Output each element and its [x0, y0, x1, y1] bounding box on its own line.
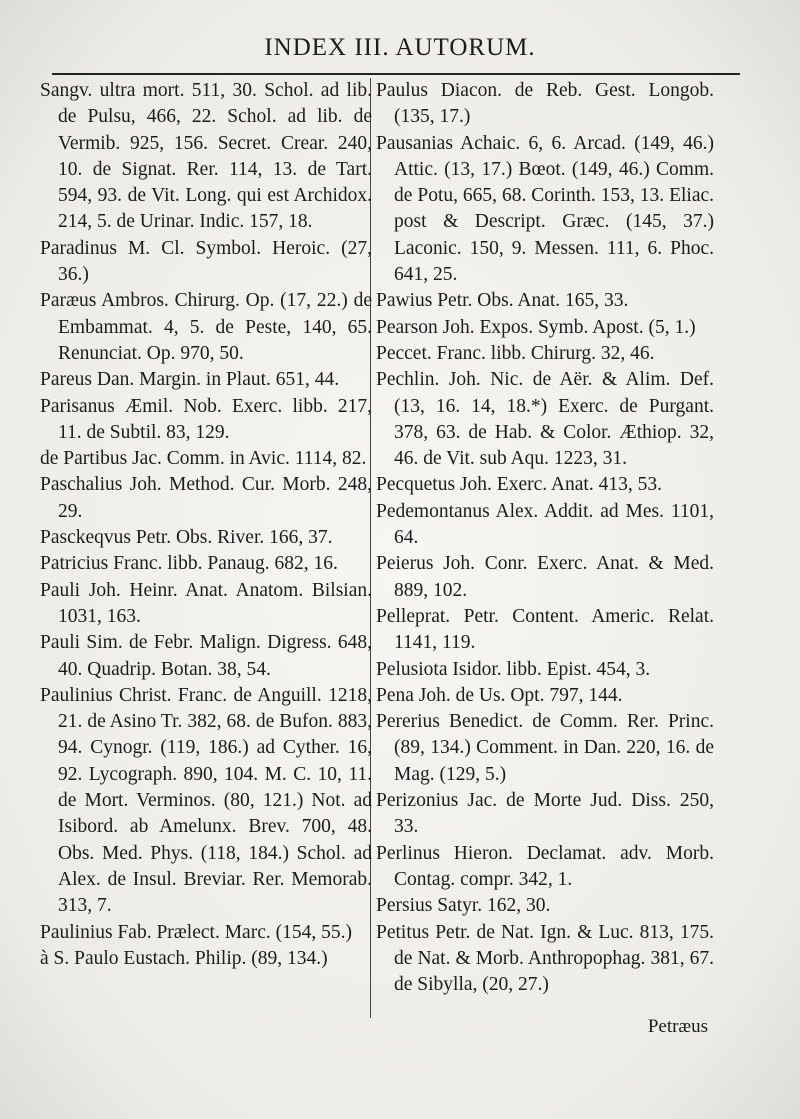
index-entry: Pawius Petr. Obs. Anat. 165, 33. [376, 290, 629, 312]
index-entry: Peierus Joh. Conr. Exerc. Anat. & Med. 889, 102. [376, 553, 714, 601]
index-entry: Peccet. Franc. libb. Chirurg. 32, 46. [376, 342, 655, 364]
index-entry: Petitus Petr. de Nat. Ign. & Luc. 813, 175. de Nat. & Morb. Anthropophag. 381, 67. de Sibylla, (20, 27.) [376, 921, 714, 996]
right-column [376, 78, 714, 998]
index-entry: Paulinius Fab. Prælect. Marc. (154, 55.) [40, 921, 352, 943]
index-entry: Pelusiota Isidor. libb. Epist. 454, 3. [376, 658, 651, 680]
index-entry: Pedemontanus Alex. Addit. ad Mes. 1101, 64. [376, 500, 714, 549]
index-entry: Perizonius Jac. de Morte Jud. Diss. 250, 33. [376, 790, 714, 838]
index-entry: Pecquetus Joh. Exerc. Anat. 413, 53. [376, 474, 662, 496]
index-entry: Patricius Franc. libb. Panaug. 682, 16. [40, 553, 338, 575]
index-entry: Pena Joh. de Us. Opt. 797, 144. [376, 684, 623, 706]
index-entry: Pauli Joh. Heinr. Anat. Anatom. Bilsian. 1031, 163. [40, 579, 372, 627]
index-entry: Pererius Benedict. de Comm. Rer. Princ. (89, 134.) Comment. in Dan. 220, 16. de Mag. (129, 5.) [376, 711, 714, 785]
catchword: Petræus [647, 1016, 708, 1037]
index-entry: Paræus Ambros. Chirurg. Op. (17, 22.) de Embammat. 4, 5. de Peste, 140, 65. Renunciat. Op. 970, 50. [40, 290, 372, 364]
index-entry: Sangv. ultra mort. 511, 30. Schol. ad lib. de Pulsu, 466, 22. Schol. ad lib. de Vermib. 925, 156. Secret. Crear. 240, 10. de Signat. Rer. 114, 13. de Tart. 594, 93. de Vit. Long. qui est Archidox. 214, 5. de Urinar. Indic. 157, 18. [40, 80, 372, 233]
index-entry: de Partibus Jac. Comm. in Avic. 1114, 82. [40, 448, 367, 470]
index-entry: à S. Paulo Eustach. Philip. (89, 134.) [40, 947, 328, 969]
index-entry: Perlinus Hieron. Declamat. adv. Morb. Contag. compr. 342, 1. [376, 842, 714, 890]
index-entry: Paulus Diacon. de Reb. Gest. Longob. (135, 17.) [376, 80, 714, 128]
index-entry: Pareus Dan. Margin. in Plaut. 651, 44. [40, 369, 340, 391]
index-entry: Paradinus M. Cl. Symbol. Heroic. (27, 36.) [40, 237, 372, 286]
index-entry: Paulinius Christ. Franc. de Anguill. 1218, 21. de Asino Tr. 382, 68. de Bufon. 883, 94. Cynogr. (119, 186.) ad Cyther. 16, 92. Lycograph. 890, 104. M. C. 10, 11. de Mort. Verminos. (80, 121.) Not. ad Isibord. ab Amelunx. Brev. 700, 48. Obs. Med. Phys. (118, 184.) Schol. ad Alex. de Insul. Breviar. Rer. Memorab. 313, 7. [40, 684, 372, 917]
index-entry: Paschalius Joh. Method. Cur. Morb. 248, 29. [40, 474, 372, 522]
left-column [40, 78, 372, 972]
index-entry: Persius Satyr. 162, 30. [376, 895, 551, 917]
header-rule [52, 73, 740, 75]
index-entry: Parisanus Æmil. Nob. Exerc. libb. 217, 11. de Subtil. 83, 129. [40, 395, 372, 443]
index-entry: Pauli Sim. de Febr. Malign. Digress. 648, 40. Quadrip. Botan. 38, 54. [40, 632, 372, 680]
index-entry: Pelleprat. Petr. Content. Americ. Relat. 1141, 119. [376, 605, 714, 654]
index-entry: Pearson Joh. Expos. Symb. Apost. (5, 1.) [376, 316, 696, 338]
index-entry: Pasckeqvus Petr. Obs. River. 166, 37. [40, 527, 333, 549]
index-entry: Pechlin. Joh. Nic. de Aër. & Alim. Def. (13, 16. 14, 18.*) Exerc. de Purgant. 378, 63. de Hab. & Color. Æthiop. 32, 46. de Vit. sub Aqu. 1223, 31. [376, 369, 714, 470]
index-entry: Pausanias Achaic. 6, 6. Arcad. (149, 46.) Attic. (13, 17.) Bœot. (149, 46.) Comm. de Potu, 665, 68. Corinth. 153, 13. Eliac. post & Descript. Græc. (145, 37.) Laconic. 150, 9. Messen. 111, 6. Phoc. 641, 25. [376, 132, 714, 286]
page-header: INDEX III. AUTORUM. [264, 34, 536, 61]
